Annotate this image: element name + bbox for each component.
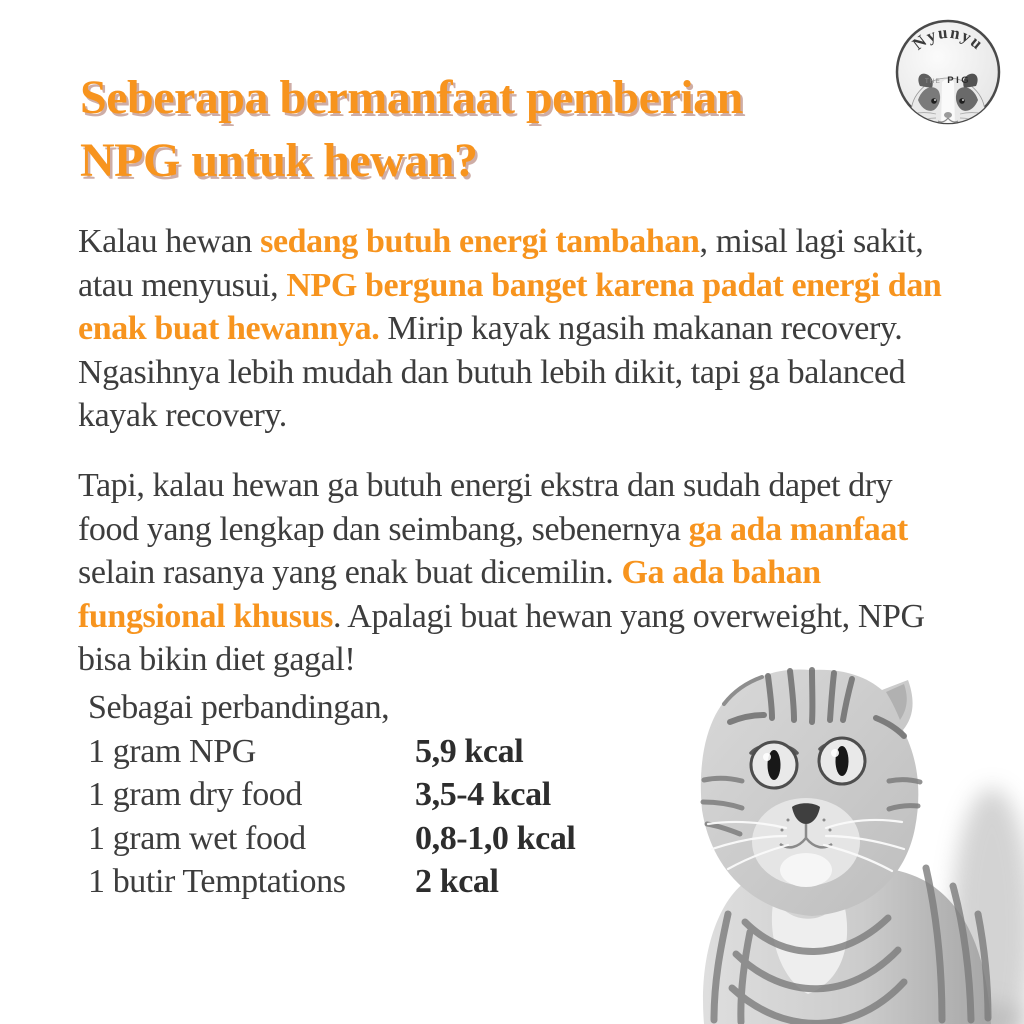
comparison-item: 1 gram wet food	[88, 819, 306, 857]
highlight-text: Ga ada bahan fungsional khusus	[78, 554, 821, 635]
body-text: Kalau hewan	[78, 223, 261, 260]
body-text: . Apalagi buat hewan yang overweight, NPG bisa bikin diet gagal!	[78, 597, 925, 679]
comparison-intro: Sebagai perbandingan,	[88, 689, 390, 726]
brand-logo	[892, 16, 1004, 128]
comparison-value: 2 kcal	[415, 863, 499, 901]
cat-photo	[690, 660, 1024, 1024]
body-text: Tapi, kalau hewan ga butuh energi ekstra dan sudah dapet dry food yang lengkap dan seimbang, sebenernya	[78, 467, 893, 548]
logo-name-text: Nyunyu	[908, 22, 988, 54]
highlight-text: ga ada manfaat	[688, 510, 908, 548]
body-text: , misal lagi sakit, atau menyusui,	[78, 223, 924, 304]
paragraph-no-benefit	[78, 464, 942, 682]
logo-subtitle-text: THE PIG	[924, 75, 972, 86]
body-text: selain rasanya yang enak buat dicemilin.	[78, 554, 622, 592]
table-row	[88, 817, 688, 861]
page-title	[80, 66, 920, 192]
table-row	[88, 730, 688, 774]
body-text: Mirip kayak ngasih makanan recovery. Ngasihnya lebih mudah dan butuh lebih dikit, tapi ga balanced kayak recovery.	[78, 310, 906, 435]
comparison-value: 3,5-4 kcal	[415, 776, 551, 814]
comparison-item: 1 gram NPG	[88, 732, 256, 770]
comparison-value: 5,9 kcal	[415, 732, 524, 770]
table-row	[88, 773, 688, 817]
comparison-value: 0,8-1,0 kcal	[415, 819, 576, 857]
highlight-text: NPG berguna banget karena padat energi dan enak buat hewannya.	[78, 266, 942, 348]
paragraph-benefit	[78, 220, 942, 438]
table-row	[88, 860, 688, 904]
comparison-item: 1 butir Temptations	[88, 863, 346, 901]
highlight-text: sedang butuh energi tambahan	[260, 223, 700, 260]
comparison-item: 1 gram dry food	[88, 776, 303, 814]
page-title-line1: Seberapa bermanfaat pemberian	[80, 71, 743, 125]
kcal-comparison-table	[88, 686, 688, 904]
page-title-line2: NPG untuk hewan?	[80, 134, 478, 188]
